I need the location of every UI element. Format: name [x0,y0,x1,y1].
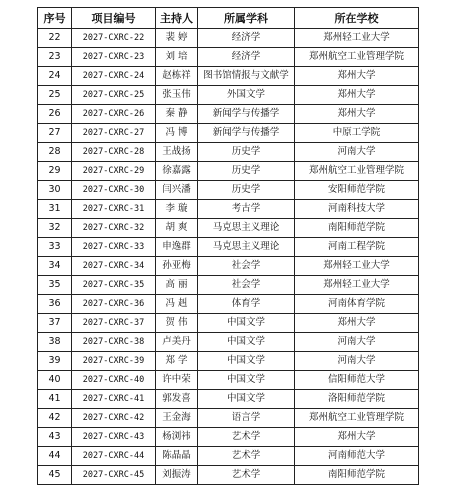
table-row [38,48,419,67]
cell-host: 陈晶晶 [156,447,198,466]
table-header-row [38,8,419,29]
cell-serial-number: 36 [38,295,72,314]
cell-host: 裴 婷 [156,29,198,48]
table-row [38,181,419,200]
cell-serial-number: 33 [38,238,72,257]
cell-project-code: 2027-CXRC-36 [72,295,156,314]
cell-host: 胡 爽 [156,219,198,238]
cell-school: 河南大学 [295,352,419,371]
cell-discipline: 社会学 [198,276,295,295]
cell-project-code: 2027-CXRC-25 [72,86,156,105]
cell-discipline: 马克思主义理论 [198,238,295,257]
table-row [38,257,419,276]
cell-school: 河南科技大学 [295,200,419,219]
cell-discipline: 社会学 [198,257,295,276]
cell-project-code: 2027-CXRC-44 [72,447,156,466]
cell-project-code: 2027-CXRC-29 [72,162,156,181]
cell-project-code: 2027-CXRC-26 [72,105,156,124]
cell-serial-number: 31 [38,200,72,219]
cell-project-code: 2027-CXRC-45 [72,466,156,485]
cell-school: 河南工程学院 [295,238,419,257]
cell-school: 河南大学 [295,333,419,352]
cell-serial-number: 34 [38,257,72,276]
cell-serial-number: 44 [38,447,72,466]
cell-serial-number: 39 [38,352,72,371]
cell-host: 孙亚梅 [156,257,198,276]
cell-school: 郑州轻工业大学 [295,276,419,295]
cell-serial-number: 42 [38,409,72,428]
header-school: 所在学校 [295,8,419,29]
table-row [38,295,419,314]
cell-discipline: 中国文学 [198,314,295,333]
cell-discipline: 艺术学 [198,428,295,447]
cell-project-code: 2027-CXRC-38 [72,333,156,352]
cell-school: 河南体育学院 [295,295,419,314]
cell-discipline: 考古学 [198,200,295,219]
table-row [38,447,419,466]
cell-serial-number: 24 [38,67,72,86]
cell-host: 刘 培 [156,48,198,67]
cell-discipline: 中国文学 [198,371,295,390]
cell-project-code: 2027-CXRC-42 [72,409,156,428]
cell-host: 冯 博 [156,124,198,143]
cell-school: 郑州大学 [295,105,419,124]
cell-project-code: 2027-CXRC-37 [72,314,156,333]
cell-discipline: 新闻学与传播学 [198,124,295,143]
cell-serial-number: 26 [38,105,72,124]
cell-serial-number: 32 [38,219,72,238]
cell-host: 李 璇 [156,200,198,219]
cell-project-code: 2027-CXRC-41 [72,390,156,409]
cell-serial-number: 25 [38,86,72,105]
table-row [38,200,419,219]
cell-project-code: 2027-CXRC-34 [72,257,156,276]
cell-project-code: 2027-CXRC-39 [72,352,156,371]
cell-host: 卢美丹 [156,333,198,352]
cell-serial-number: 22 [38,29,72,48]
table-row [38,428,419,447]
cell-host: 张玉伟 [156,86,198,105]
table-body [38,29,419,485]
cell-discipline: 历史学 [198,143,295,162]
cell-serial-number: 41 [38,390,72,409]
table-row [38,466,419,485]
header-project-code: 项目编号 [72,8,156,29]
table-row [38,390,419,409]
cell-serial-number: 28 [38,143,72,162]
cell-host: 冯 赳 [156,295,198,314]
table-row [38,333,419,352]
cell-school: 郑州大学 [295,86,419,105]
cell-serial-number: 37 [38,314,72,333]
cell-school: 郑州航空工业管理学院 [295,162,419,181]
cell-host: 高 丽 [156,276,198,295]
cell-discipline: 中国文学 [198,390,295,409]
cell-project-code: 2027-CXRC-27 [72,124,156,143]
cell-project-code: 2027-CXRC-31 [72,200,156,219]
cell-project-code: 2027-CXRC-22 [72,29,156,48]
table-row [38,162,419,181]
cell-host: 郭发喜 [156,390,198,409]
cell-serial-number: 30 [38,181,72,200]
cell-discipline: 图书馆情报与文献学 [198,67,295,86]
cell-serial-number: 35 [38,276,72,295]
cell-host: 郑 学 [156,352,198,371]
cell-host: 秦 静 [156,105,198,124]
cell-host: 申逸群 [156,238,198,257]
cell-school: 郑州大学 [295,314,419,333]
cell-school: 郑州航空工业管理学院 [295,48,419,67]
cell-school: 郑州轻工业大学 [295,257,419,276]
header-serial-number: 序号 [38,8,72,29]
table-row [38,105,419,124]
cell-discipline: 语言学 [198,409,295,428]
table-row [38,124,419,143]
cell-school: 郑州航空工业管理学院 [295,409,419,428]
cell-host: 徐嘉露 [156,162,198,181]
cell-school: 安阳师范学院 [295,181,419,200]
cell-discipline: 经济学 [198,48,295,67]
cell-discipline: 艺术学 [198,447,295,466]
table-row [38,29,419,48]
cell-project-code: 2027-CXRC-24 [72,67,156,86]
cell-school: 河南大学 [295,143,419,162]
cell-serial-number: 23 [38,48,72,67]
cell-school: 郑州大学 [295,67,419,86]
cell-project-code: 2027-CXRC-23 [72,48,156,67]
cell-school: 郑州轻工业大学 [295,29,419,48]
cell-host: 刘振涛 [156,466,198,485]
table-row [38,409,419,428]
table-row [38,67,419,86]
cell-discipline: 外国文学 [198,86,295,105]
cell-discipline: 艺术学 [198,466,295,485]
header-discipline: 所属学科 [198,8,295,29]
table-row [38,219,419,238]
cell-host: 许中荣 [156,371,198,390]
cell-school: 洛阳师范学院 [295,390,419,409]
cell-serial-number: 43 [38,428,72,447]
cell-host: 王战扬 [156,143,198,162]
cell-school: 中原工学院 [295,124,419,143]
header-host: 主持人 [156,8,198,29]
table-row [38,314,419,333]
cell-host: 杨浏祎 [156,428,198,447]
cell-project-code: 2027-CXRC-35 [72,276,156,295]
cell-school: 信阳师范大学 [295,371,419,390]
table-row [38,143,419,162]
table-row [38,238,419,257]
cell-project-code: 2027-CXRC-43 [72,428,156,447]
table-row [38,352,419,371]
cell-host: 贺 伟 [156,314,198,333]
cell-project-code: 2027-CXRC-32 [72,219,156,238]
cell-host: 赵栋祥 [156,67,198,86]
cell-serial-number: 38 [38,333,72,352]
cell-serial-number: 29 [38,162,72,181]
cell-school: 郑州大学 [295,428,419,447]
cell-serial-number: 27 [38,124,72,143]
cell-discipline: 历史学 [198,162,295,181]
cell-school: 河南师范大学 [295,447,419,466]
cell-project-code: 2027-CXRC-33 [72,238,156,257]
cell-discipline: 中国文学 [198,333,295,352]
cell-discipline: 经济学 [198,29,295,48]
table-row [38,371,419,390]
cell-project-code: 2027-CXRC-28 [72,143,156,162]
cell-serial-number: 40 [38,371,72,390]
table-row [38,86,419,105]
cell-project-code: 2027-CXRC-30 [72,181,156,200]
cell-discipline: 中国文学 [198,352,295,371]
cell-school: 南阳师范学院 [295,219,419,238]
cell-project-code: 2027-CXRC-40 [72,371,156,390]
cell-serial-number: 45 [38,466,72,485]
cell-discipline: 新闻学与传播学 [198,105,295,124]
cell-discipline: 马克思主义理论 [198,219,295,238]
cell-school: 南阳师范学院 [295,466,419,485]
cell-discipline: 体育学 [198,295,295,314]
project-host-table [37,7,419,485]
cell-discipline: 历史学 [198,181,295,200]
table-row [38,276,419,295]
cell-host: 王金海 [156,409,198,428]
cell-host: 闫兴潘 [156,181,198,200]
